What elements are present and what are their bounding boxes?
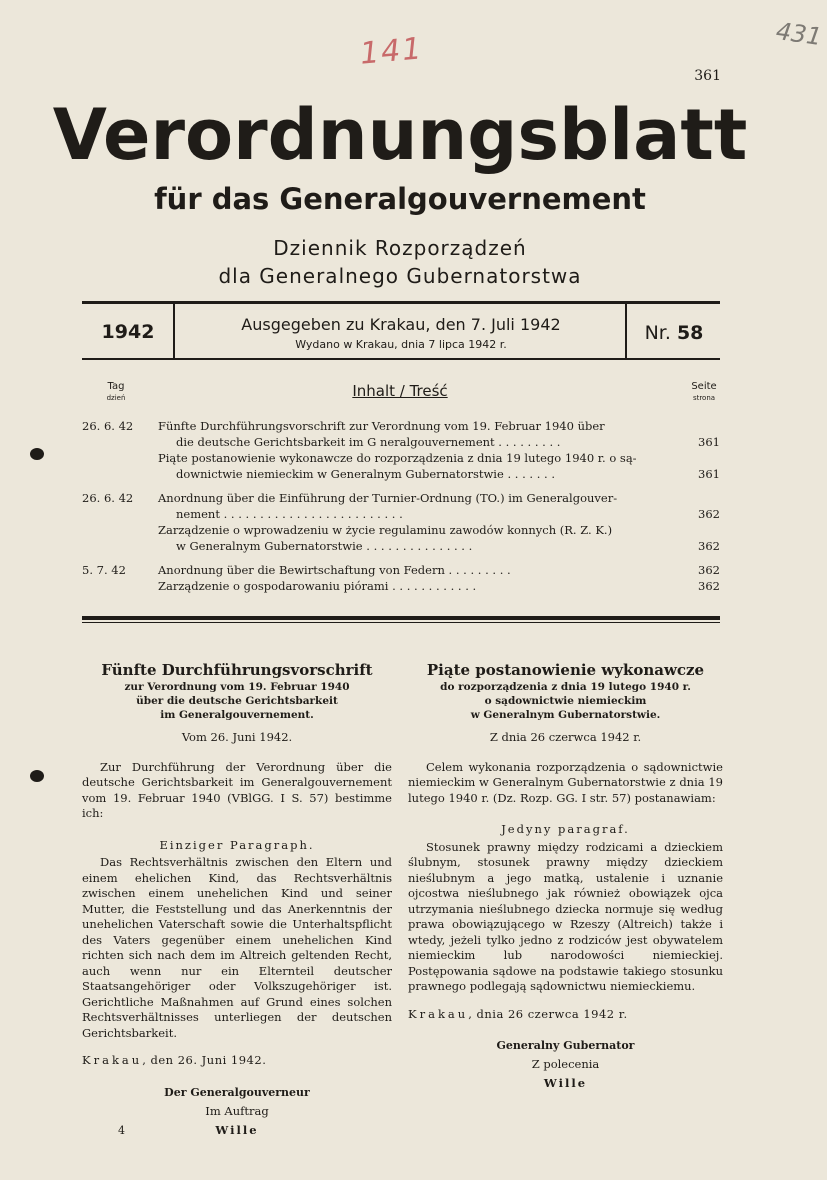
toc-page: 362 — [698, 563, 720, 577]
issue-number-value: 58 — [676, 322, 704, 344]
toc-page: 361 — [698, 467, 720, 481]
toc-page: 361 — [698, 435, 720, 449]
masthead-polish-line1: Dziennik Rozporządzeń — [273, 236, 527, 260]
page-number: 361 — [694, 68, 721, 84]
issued-german: Ausgegeben zu Krakau, den 7. Juli 1942 — [241, 315, 561, 334]
german-subheading-3: im Generalgouvernement. — [160, 709, 314, 721]
toc-line: Anordnung über die Einführung der Turnier-Ordnung (TO.) im Generalgouver- — [158, 491, 618, 505]
toc-date: 26. 6. 42 — [82, 491, 134, 505]
toc-title: Inhalt / Treść — [352, 382, 448, 400]
german-signature-auftrag: Im Auftrag — [205, 1103, 269, 1118]
toc-entry — [82, 490, 720, 522]
separator-thin — [82, 622, 720, 623]
toc-date: 26. 6. 42 — [82, 419, 134, 433]
polish-subheading-1: do rozporządzenia z dnia 19 lutego 1940 r. — [440, 681, 691, 693]
handwritten-archive-number: 141 — [358, 31, 425, 72]
toc-line: downictwie niemieckim w Generalnym Gubernatorstwie . . . . . . . — [176, 467, 555, 481]
german-subheading-1: zur Verordnung vom 19. Februar 1940 — [124, 681, 350, 693]
toc-entry — [82, 418, 720, 450]
toc-page: 362 — [698, 507, 720, 521]
polish-place: Krakau — [408, 1006, 469, 1021]
german-intro: Zur Durchführung der Verordnung über die deutsche Gerichtsbarkeit im Generalgouvernement vom 19. Februar 1940 (VBlGG. I S. 57) bestimme ich: — [82, 759, 392, 820]
german-heading: Fünfte Durchführungsvorschrift — [101, 661, 373, 679]
toc-line: Anordnung über die Bewirtschaftung von Federn . . . . . . . . . — [158, 563, 511, 577]
masthead-title: Verordnungsblatt — [52, 94, 748, 176]
toc-header-seite: Seite — [691, 381, 717, 392]
issue-year: 1942 — [101, 321, 155, 343]
toc-entry-pl — [158, 522, 720, 554]
german-place-date — [82, 1053, 392, 1069]
toc-title-de — [158, 562, 720, 578]
toc-line: w Generalnym Gubernatorstwie . . . . . . . . . . . . . . . — [176, 539, 473, 553]
toc-title-de — [158, 418, 720, 450]
issue-number-label: Nr. — [644, 322, 671, 344]
german-place: Krakau — [82, 1053, 143, 1067]
german-body: Das Rechtsverhältnis zwischen den Eltern und einem ehelichen Kind, das Rechtsverhältnis zwischen einem unehelichen Kind und seiner Mutter, die Feststellung und das Anerkenntnis der unehelichen Vaterschaft sowie die Unterhaltspflicht des Vaters gegenüber einem unehelichen Kind richten sich nach dem im Altreich geltenden Recht, auch wenn nur ein Elternteil deutscher Staatsangehöriger oder Volkszugehöriger ist. Gerichtliche Maßnahmen auf Grund eines solchen Rechtsverhältnisses unterliegen der deutschen Gerichtsbarkeit. — [82, 855, 392, 1040]
polish-signature-title: Generalny Gubernator — [496, 1039, 635, 1052]
polish-signature-name: Wille — [543, 1076, 588, 1090]
polish-date: Z dnia 26 czerwca 1942 r. — [489, 730, 642, 744]
issued-polish: Wydano w Krakau, dnia 7 lipca 1942 r. — [295, 338, 507, 351]
polish-heading: Piąte postanowienie wykonawcze — [426, 661, 705, 679]
toc-page: 362 — [698, 539, 720, 553]
toc-entry — [82, 562, 720, 578]
german-section-title: Einziger Paragraph. — [159, 837, 315, 852]
toc-line: Fünfte Durchführungsvorschrift zur Verordnung vom 19. Februar 1940 über — [158, 419, 605, 433]
german-subheading-2: über die deutsche Gerichtsbarkeit — [136, 695, 338, 707]
german-signature-name: Wille — [215, 1122, 259, 1137]
german-signature-title: Der Generalgouverneur — [164, 1085, 310, 1099]
german-column — [82, 660, 392, 1140]
polish-body: Stosunek prawny między rodzicami a dzieckiem ślubnym, stosunek prawny między dzieckiem nieślubnym a jego matką, ustalenie i uznanie ojcostwa nieślubnego jak również obowiązek ojca utrzymania nieślubnego dziecka normuje się według prawa obowiązującego w Rzeszy (Altreich) także i wtedy, jeżeli tylko jedno z rodziców jest obywatelem niemieckim lub narodowości niemieckiej. Postępowania sądowe na podstawie takiego stosunku prawnego podlegają sądownictwu niemieckiemu. — [408, 839, 723, 993]
issue-number — [628, 322, 720, 344]
toc-title-pl — [158, 522, 720, 554]
toc-page: 362 — [698, 579, 720, 593]
toc-header-tag: Tag — [107, 381, 125, 392]
german-place-date-text: , den 26. Juni 1942. — [142, 1053, 267, 1067]
toc-line: Piąte postanowienie wykonawcze do rozporządzenia z dnia 19 lutego 1940 r. o są- — [158, 451, 637, 465]
polish-signature — [408, 1036, 723, 1093]
polish-column — [408, 660, 723, 1093]
german-signature — [82, 1083, 392, 1140]
toc-date: 5. 7. 42 — [82, 563, 126, 577]
polish-place-date-text: , dnia 26 czerwca 1942 r. — [468, 1006, 628, 1021]
separator-thick — [82, 616, 720, 620]
toc-header-strona: strona — [692, 393, 716, 402]
toc-header-date — [96, 381, 136, 402]
masthead-polish-line2: dla Generalnego Gubernatorstwa — [218, 264, 582, 288]
toc-entry-pl — [158, 450, 720, 482]
polish-place-date — [408, 1007, 723, 1023]
toc-entry-pl — [158, 578, 720, 594]
toc-title-de — [158, 490, 720, 522]
toc-header-dzien: dzień — [106, 393, 126, 402]
masthead-subtitle: für das Generalgouvernement — [154, 182, 646, 216]
toc-title-pl — [158, 450, 720, 482]
table-of-contents — [82, 418, 720, 594]
polish-intro: Celem wykonania rozporządzenia o sądownictwie niemieckim w Generalnym Gubernatorstwie z dnia 19 lutego 1940 r. (Dz. Rozp. GG. I str. 57) postanawiam: — [408, 759, 723, 805]
german-date: Vom 26. Juni 1942. — [181, 730, 293, 744]
polish-section-title: Jedyny paragraf. — [501, 822, 630, 836]
toc-line: Zarządzenie o gospodarowaniu piórami . . . . . . . . . . . . — [158, 579, 477, 593]
polish-subheading-3: w Generalnym Gubernatorstwie. — [470, 709, 661, 721]
handwritten-page-number: 431 — [774, 16, 824, 52]
polish-signature-polecenia: Z polecenia — [531, 1057, 600, 1071]
toc-header-page — [684, 381, 724, 402]
punch-hole-icon — [30, 448, 44, 460]
polish-subheading-2: o sądownictwie niemieckim — [484, 695, 647, 707]
toc-line: Zarządzenie o wprowadzeniu w życie regulaminu zawodów konnych (R. Z. K.) — [158, 523, 613, 537]
punch-hole-icon — [30, 770, 44, 782]
toc-line: nement . . . . . . . . . . . . . . . . . . . . . . . . . — [176, 507, 403, 521]
toc-title-pl — [158, 578, 720, 594]
toc-line: die deutsche Gerichtsbarkeit im G neralgouvernement . . . . . . . . . — [176, 435, 561, 449]
footer-number: 4 — [118, 1124, 125, 1137]
